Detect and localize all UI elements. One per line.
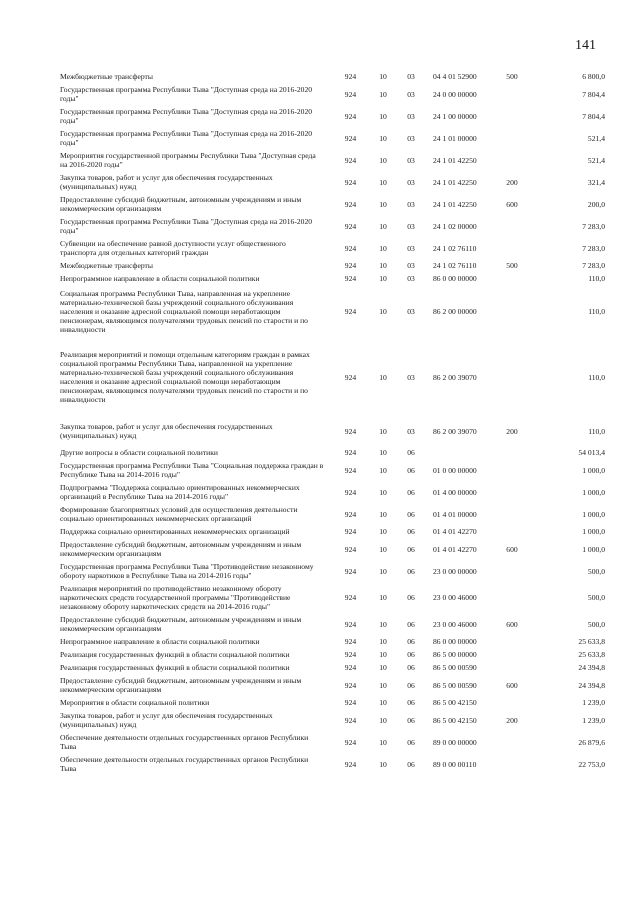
row-target-article: 86 5 00 00000 bbox=[433, 650, 477, 659]
row-amount: 200,0 bbox=[587, 199, 605, 209]
row-section-code: 10 bbox=[379, 619, 387, 629]
row-amount: 1 000,0 bbox=[582, 509, 605, 519]
row-amount: 7 804,4 bbox=[582, 111, 605, 121]
row-target-article: 23 0 00 46000 bbox=[433, 593, 477, 602]
row-ved-code: 924 bbox=[344, 487, 357, 497]
row-name: Закупка товаров, работ и услуг для обеспечения государственных (муниципальных) нужд bbox=[60, 422, 273, 440]
row-expense-type: 500 bbox=[506, 72, 518, 81]
row-section-code: 10 bbox=[379, 663, 387, 672]
row-ved-code: 924 bbox=[344, 133, 357, 143]
table-row bbox=[60, 481, 605, 503]
row-name: Государственная программа Республики Тыва "Доступная среда на 2016-2020 годы" bbox=[60, 129, 313, 147]
row-target-article: 01 4 01 42270 bbox=[433, 544, 477, 554]
row-section-code: 10 bbox=[379, 261, 387, 270]
row-subsection-code: 03 bbox=[407, 133, 415, 143]
row-expense-type: 500 bbox=[506, 261, 518, 270]
row-name: Реализация мероприятий и помощи отдельным категориям граждан в рамках социальной программы Республики Тыва, направленной на укрепление материально-технической базы учреждений социального обслуживания населения и оказание адресной социальной помощи неработающим пенсионерам, являющимся получателями трудовых пенсий по старости и по инвалидности bbox=[60, 350, 310, 404]
row-amount: 321,4 bbox=[587, 177, 605, 187]
row-amount: 110,0 bbox=[588, 274, 605, 283]
row-subsection-code: 03 bbox=[407, 372, 415, 382]
row-ved-code: 924 bbox=[344, 650, 357, 659]
row-ved-code: 924 bbox=[344, 221, 357, 231]
row-target-article: 86 2 00 00000 bbox=[433, 307, 477, 316]
row-subsection-code: 06 bbox=[407, 619, 415, 629]
row-subsection-code: 06 bbox=[407, 566, 415, 576]
table-row bbox=[60, 70, 605, 83]
table-row bbox=[60, 661, 605, 674]
table-row bbox=[60, 446, 605, 459]
row-name: Государственная программа Республики Тыва "Доступная среда на 2016-2020 годы" bbox=[60, 107, 313, 125]
table-row bbox=[60, 338, 605, 416]
row-expense-type: 600 bbox=[506, 544, 518, 554]
row-name: Реализация государственных функций в области социальной политики bbox=[60, 650, 290, 659]
table-row bbox=[60, 709, 605, 731]
row-section-code: 10 bbox=[379, 544, 387, 554]
row-name: Обеспечение деятельности отдельных государственных органов Республики Тыва bbox=[60, 755, 309, 773]
table-row bbox=[60, 674, 605, 696]
row-amount: 7 283,0 bbox=[582, 243, 605, 253]
row-ved-code: 924 bbox=[344, 698, 357, 707]
row-name: Государственная программа Республики Тыва "Доступная среда на 2016-2020 годы" bbox=[60, 217, 313, 235]
row-target-article: 24 1 01 00000 bbox=[433, 133, 477, 143]
row-name: Предоставление субсидий бюджетным, автономным учреждениям и иным некоммерческим организациям bbox=[60, 540, 302, 558]
row-name: Обеспечение деятельности отдельных государственных органов Республики Тыва bbox=[60, 733, 309, 751]
row-subsection-code: 03 bbox=[407, 221, 415, 231]
row-subsection-code: 06 bbox=[407, 715, 415, 725]
table-row bbox=[60, 272, 605, 285]
row-name: Другие вопросы в области социальной политики bbox=[60, 448, 218, 457]
row-target-article: 24 1 02 00000 bbox=[433, 221, 477, 231]
row-subsection-code: 06 bbox=[407, 593, 415, 602]
row-subsection-code: 06 bbox=[407, 650, 415, 659]
row-subsection-code: 06 bbox=[407, 698, 415, 707]
table-row bbox=[60, 731, 605, 753]
row-target-article: 24 1 00 00000 bbox=[433, 111, 477, 121]
row-subsection-code: 06 bbox=[407, 544, 415, 554]
row-amount: 521,4 bbox=[587, 155, 605, 165]
row-amount: 24 394,8 bbox=[578, 680, 605, 690]
row-target-article: 24 0 00 00000 bbox=[433, 89, 477, 99]
row-ved-code: 924 bbox=[344, 72, 357, 81]
row-name: Государственная программа Республики Тыва "Социальная поддержка граждан в Республике Тыва на 2014-2016 годы" bbox=[60, 461, 324, 479]
row-target-article: 89 0 00 00110 bbox=[433, 759, 477, 769]
row-name: Закупка товаров, работ и услуг для обеспечения государственных (муниципальных) нужд bbox=[60, 173, 273, 191]
row-ved-code: 924 bbox=[344, 448, 357, 457]
row-ved-code: 924 bbox=[344, 737, 357, 747]
row-subsection-code: 03 bbox=[407, 261, 415, 270]
row-target-article: 86 5 00 00590 bbox=[433, 680, 477, 690]
row-ved-code: 924 bbox=[344, 715, 357, 725]
row-ved-code: 924 bbox=[344, 274, 357, 283]
row-section-code: 10 bbox=[379, 155, 387, 165]
row-subsection-code: 03 bbox=[407, 199, 415, 209]
row-target-article: 86 0 00 00000 bbox=[433, 637, 477, 646]
row-ved-code: 924 bbox=[344, 663, 357, 672]
row-section-code: 10 bbox=[379, 650, 387, 659]
row-name: Субвенции на обеспечение равной доступности услуг общественного транспорта для отдельных категорий граждан bbox=[60, 239, 286, 257]
row-target-article: 86 0 00 00000 bbox=[433, 274, 477, 283]
row-section-code: 10 bbox=[379, 133, 387, 143]
row-subsection-code: 06 bbox=[407, 465, 415, 475]
row-amount: 7 283,0 bbox=[582, 261, 605, 270]
row-name: Формирование благоприятных условий для осуществления деятельности социально ориентированных некоммерческих организаций bbox=[60, 505, 298, 523]
row-amount: 1 239,0 bbox=[582, 715, 605, 725]
row-subsection-code: 06 bbox=[407, 637, 415, 646]
row-amount: 6 800,0 bbox=[582, 72, 605, 81]
row-subsection-code: 03 bbox=[407, 243, 415, 253]
table-row bbox=[60, 105, 605, 127]
row-ved-code: 924 bbox=[344, 593, 357, 602]
row-target-article: 23 0 00 00000 bbox=[433, 566, 477, 576]
table-row bbox=[60, 538, 605, 560]
row-subsection-code: 03 bbox=[407, 307, 415, 316]
row-name: Государственная программа Республики Тыва "Доступная среда на 2016-2020 годы" bbox=[60, 85, 313, 103]
table-row bbox=[60, 459, 605, 481]
row-amount: 110,0 bbox=[588, 307, 605, 316]
row-ved-code: 924 bbox=[344, 566, 357, 576]
table-row bbox=[60, 560, 605, 582]
table-row bbox=[60, 416, 605, 446]
row-name: Реализация мероприятий по противодействию незаконному обороту наркотических средств государственной программы "Противодействие незаконному обороту наркотических средств на 2014-2016 годы" bbox=[60, 584, 291, 611]
row-section-code: 10 bbox=[379, 177, 387, 187]
row-subsection-code: 06 bbox=[407, 509, 415, 519]
row-subsection-code: 03 bbox=[407, 155, 415, 165]
row-ved-code: 924 bbox=[344, 680, 357, 690]
row-ved-code: 924 bbox=[344, 527, 357, 536]
row-target-article: 24 1 01 42250 bbox=[433, 177, 477, 187]
row-subsection-code: 03 bbox=[407, 72, 415, 81]
row-section-code: 10 bbox=[379, 487, 387, 497]
row-section-code: 10 bbox=[379, 274, 387, 283]
row-name: Закупка товаров, работ и услуг для обеспечения государственных (муниципальных) нужд bbox=[60, 711, 273, 729]
row-target-article: 24 1 01 42250 bbox=[433, 199, 477, 209]
row-section-code: 10 bbox=[379, 527, 387, 536]
row-name: Мероприятия государственной программы Республики Тыва "Доступная среда на 2016-2020 годы" bbox=[60, 151, 316, 169]
table-row bbox=[60, 149, 605, 171]
row-amount: 25 633,8 bbox=[578, 650, 605, 659]
row-name: Непрограммное направление в области социальной политики bbox=[60, 274, 260, 283]
row-ved-code: 924 bbox=[344, 243, 357, 253]
row-ved-code: 924 bbox=[344, 111, 357, 121]
row-amount: 1 000,0 bbox=[582, 487, 605, 497]
row-name: Социальная программа Республики Тыва, направленная на укрепление материально-технической базы учреждений социального обслуживания населения и оказание адресной социальной помощи неработающим пенсионерам, являющимся получателями трудовых пенсий по старости и по инвалидности bbox=[60, 289, 308, 334]
row-amount: 521,4 bbox=[587, 133, 605, 143]
row-amount: 7 283,0 bbox=[582, 221, 605, 231]
row-expense-type: 600 bbox=[506, 619, 518, 629]
row-ved-code: 924 bbox=[344, 307, 357, 316]
row-amount: 500,0 bbox=[587, 619, 605, 629]
row-section-code: 10 bbox=[379, 593, 387, 602]
row-section-code: 10 bbox=[379, 465, 387, 475]
row-name: Межбюджетные трансферты bbox=[60, 72, 153, 81]
row-target-article: 86 2 00 39070 bbox=[433, 426, 477, 436]
row-section-code: 10 bbox=[379, 698, 387, 707]
budget-table bbox=[60, 70, 605, 775]
row-subsection-code: 03 bbox=[407, 274, 415, 283]
row-subsection-code: 06 bbox=[407, 487, 415, 497]
row-target-article: 01 0 00 00000 bbox=[433, 465, 477, 475]
table-row bbox=[60, 285, 605, 338]
row-section-code: 10 bbox=[379, 426, 387, 436]
row-target-article: 24 1 02 76110 bbox=[433, 243, 477, 253]
row-ved-code: 924 bbox=[344, 199, 357, 209]
table-row bbox=[60, 525, 605, 538]
row-name: Реализация государственных функций в области социальной политики bbox=[60, 663, 290, 672]
row-target-article: 01 4 01 42270 bbox=[433, 527, 477, 536]
row-section-code: 10 bbox=[379, 111, 387, 121]
table-row bbox=[60, 171, 605, 193]
row-amount: 24 394,8 bbox=[578, 663, 605, 672]
row-section-code: 10 bbox=[379, 221, 387, 231]
table-row bbox=[60, 582, 605, 613]
row-name: Предоставление субсидий бюджетным, автономным учреждениям и иным некоммерческим организациям bbox=[60, 676, 302, 694]
table-row bbox=[60, 259, 605, 272]
row-section-code: 10 bbox=[379, 759, 387, 769]
row-amount: 110,0 bbox=[588, 372, 605, 382]
row-amount: 54 013,4 bbox=[578, 448, 605, 457]
row-section-code: 10 bbox=[379, 737, 387, 747]
row-amount: 1 000,0 bbox=[582, 465, 605, 475]
row-target-article: 86 5 00 42150 bbox=[433, 715, 477, 725]
table-row bbox=[60, 193, 605, 215]
table-row bbox=[60, 635, 605, 648]
row-amount: 500,0 bbox=[587, 566, 605, 576]
table-row bbox=[60, 503, 605, 525]
row-ved-code: 924 bbox=[344, 637, 357, 646]
row-amount: 22 753,0 bbox=[578, 759, 605, 769]
table-row bbox=[60, 696, 605, 709]
row-subsection-code: 03 bbox=[407, 177, 415, 187]
page-number: 141 bbox=[575, 38, 596, 53]
table-row bbox=[60, 753, 605, 775]
row-target-article: 23 0 00 46000 bbox=[433, 619, 477, 629]
row-section-code: 10 bbox=[379, 509, 387, 519]
row-name: Межбюджетные трансферты bbox=[60, 261, 153, 270]
row-name: Предоставление субсидий бюджетным, автономным учреждениям и иным некоммерческим организациям bbox=[60, 615, 302, 633]
row-name: Подпрограмма "Поддержка социально ориентированных некоммерческих организаций в Республике Тыва на 2014-2016 годы" bbox=[60, 483, 300, 501]
row-section-code: 10 bbox=[379, 243, 387, 253]
row-section-code: 10 bbox=[379, 372, 387, 382]
row-ved-code: 924 bbox=[344, 619, 357, 629]
row-amount: 26 879,6 bbox=[578, 737, 605, 747]
row-amount: 1 000,0 bbox=[582, 544, 605, 554]
row-subsection-code: 06 bbox=[407, 680, 415, 690]
row-ved-code: 924 bbox=[344, 155, 357, 165]
table-row bbox=[60, 613, 605, 635]
row-ved-code: 924 bbox=[344, 426, 357, 436]
row-ved-code: 924 bbox=[344, 465, 357, 475]
row-target-article: 01 4 01 00000 bbox=[433, 509, 477, 519]
row-section-code: 10 bbox=[379, 89, 387, 99]
row-subsection-code: 06 bbox=[407, 663, 415, 672]
row-amount: 7 804,4 bbox=[582, 89, 605, 99]
row-ved-code: 924 bbox=[344, 177, 357, 187]
table-row bbox=[60, 237, 605, 259]
row-section-code: 10 bbox=[379, 637, 387, 646]
row-section-code: 10 bbox=[379, 199, 387, 209]
row-name: Предоставление субсидий бюджетным, автономным учреждениям и иным некоммерческим организациям bbox=[60, 195, 302, 213]
row-section-code: 10 bbox=[379, 680, 387, 690]
table-row bbox=[60, 83, 605, 105]
row-subsection-code: 03 bbox=[407, 426, 415, 436]
row-section-code: 10 bbox=[379, 566, 387, 576]
row-section-code: 10 bbox=[379, 448, 387, 457]
row-expense-type: 200 bbox=[506, 715, 518, 725]
row-ved-code: 924 bbox=[344, 261, 357, 270]
row-subsection-code: 03 bbox=[407, 111, 415, 121]
row-ved-code: 924 bbox=[344, 759, 357, 769]
row-target-article: 86 5 00 42150 bbox=[433, 698, 477, 707]
row-ved-code: 924 bbox=[344, 89, 357, 99]
row-section-code: 10 bbox=[379, 715, 387, 725]
row-name: Государственная программа Республики Тыва "Противодействие незаконному обороту наркотиков в Республике Тыва на 2014-2016 годы" bbox=[60, 562, 314, 580]
row-name: Непрограммное направление в области социальной политики bbox=[60, 637, 260, 646]
row-target-article: 04 4 01 52900 bbox=[433, 72, 477, 81]
row-ved-code: 924 bbox=[344, 509, 357, 519]
row-expense-type: 200 bbox=[506, 426, 518, 436]
table-row bbox=[60, 648, 605, 661]
row-target-article: 24 1 02 76110 bbox=[433, 261, 477, 270]
row-target-article: 24 1 01 42250 bbox=[433, 155, 477, 165]
row-subsection-code: 06 bbox=[407, 448, 415, 457]
row-subsection-code: 06 bbox=[407, 737, 415, 747]
row-section-code: 10 bbox=[379, 72, 387, 81]
row-amount: 500,0 bbox=[587, 593, 605, 602]
row-target-article: 89 0 00 00000 bbox=[433, 737, 477, 747]
row-amount: 25 633,8 bbox=[578, 637, 605, 646]
row-name: Поддержка социально ориентированных некоммерческих организаций bbox=[60, 527, 290, 536]
row-amount: 1 000,0 bbox=[582, 527, 605, 536]
row-subsection-code: 06 bbox=[407, 527, 415, 536]
row-target-article: 86 2 00 39070 bbox=[433, 372, 477, 382]
row-amount: 110,0 bbox=[588, 426, 605, 436]
table-row bbox=[60, 127, 605, 149]
row-expense-type: 600 bbox=[506, 680, 518, 690]
row-ved-code: 924 bbox=[344, 544, 357, 554]
row-target-article: 01 4 00 00000 bbox=[433, 487, 477, 497]
row-expense-type: 600 bbox=[506, 199, 518, 209]
row-target-article: 86 5 00 00590 bbox=[433, 663, 477, 672]
row-expense-type: 200 bbox=[506, 177, 518, 187]
row-amount: 1 239,0 bbox=[582, 698, 605, 707]
row-section-code: 10 bbox=[379, 307, 387, 316]
row-ved-code: 924 bbox=[344, 372, 357, 382]
row-subsection-code: 03 bbox=[407, 89, 415, 99]
row-subsection-code: 06 bbox=[407, 759, 415, 769]
row-name: Мероприятия в области социальной политики bbox=[60, 698, 210, 707]
table-row bbox=[60, 215, 605, 237]
